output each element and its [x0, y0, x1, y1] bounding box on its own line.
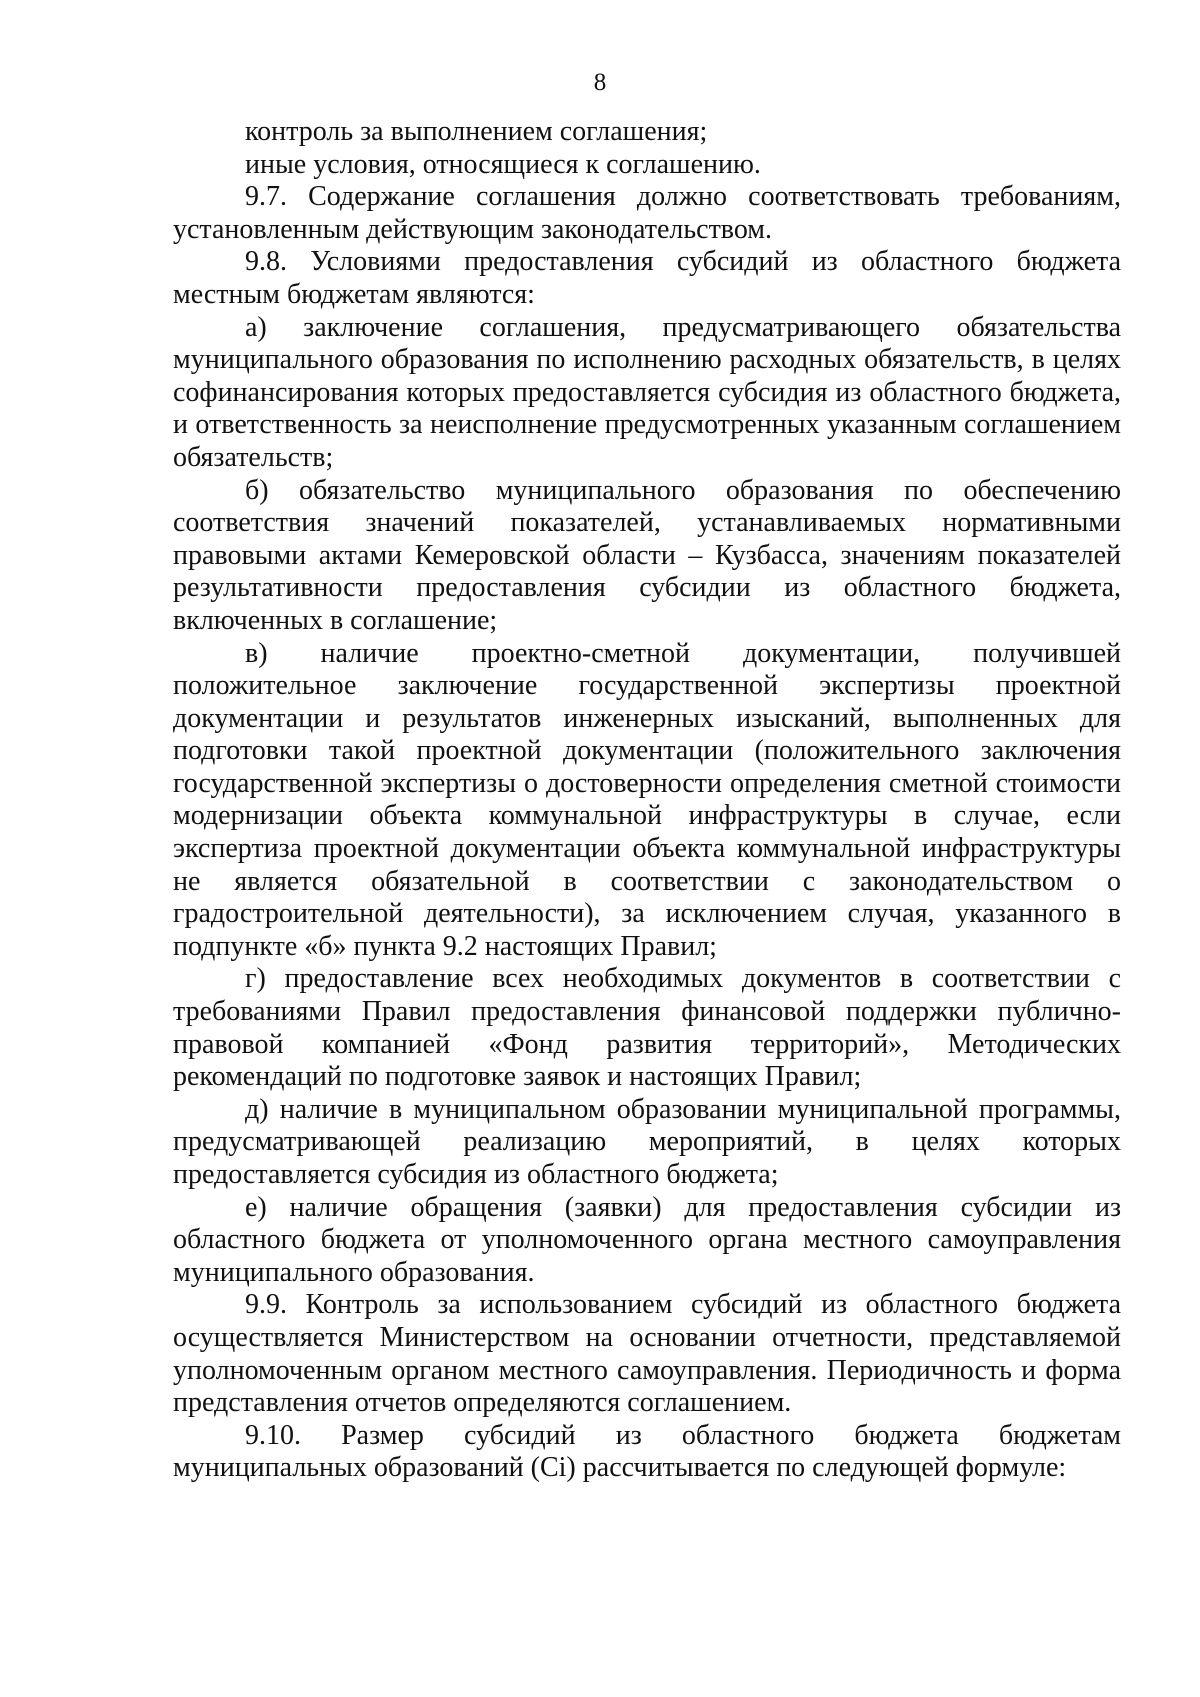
paragraph-9-8-v: в) наличие проектно-сметной документации, получившей положительное заключение государственной экспертизы проектной документации и результатов инженерных изысканий, выполненных для подготовки такой проектной документации (положительного заключения государственной экспертизы о достоверности определения сметной стоимости модернизации объекта коммунальной инфраструктуры в случае, если экспертиза проектной документации объекта коммунальной инфраструктуры не является обязательной в соответствии с законодательством о градостроительной деятельности), за исключением случая, указанного в подпункте «б» пункта 9.2 настоящих Правил; [173, 637, 1121, 962]
paragraph-9-8: 9.8. Условиями предоставления субсидий из областного бюджета местным бюджетам являются: [173, 246, 1121, 310]
paragraph-9-9: 9.9. Контроль за использованием субсидий из областного бюджета осуществляется Министерством на основании отчетности, представляемой уполномоченным органом местного самоуправления. Периодичность и форма представления отчетов определяются соглашением. [173, 1289, 1121, 1419]
paragraph-9-8-b: б) обязательство муниципального образования по обеспечению соответствия значений показателей, устанавливаемых нормативными правовыми актами Кемеровской области – Кузбасса, значениям показателей результативности предоставления субсидии из областного бюджета, включенных в соглашение; [173, 474, 1121, 636]
paragraph-9-8-a: а) заключение соглашения, предусматривающего обязательства муниципального образования по исполнению расходных обязательств, в целях софинансирования которых предоставляется субсидия из областного бюджета, и ответственность за неисполнение предусмотренных указанным соглашением обязательств; [173, 311, 1121, 473]
paragraph-9-8-d: д) наличие в муниципальном образовании муниципальной программы, предусматривающей реализацию мероприятий, в целях которых предоставляется субсидия из областного бюджета; [173, 1093, 1121, 1190]
paragraph-agreement-control: контроль за выполнением соглашения; [245, 116, 708, 147]
paragraph-9-7: 9.7. Содержание соглашения должно соответствовать требованиям, установленным действующим законодательством. [173, 181, 1121, 245]
paragraph-9-8-e: е) наличие обращения (заявки) для предоставления субсидии из областного бюджета от уполномоченного органа местного самоуправления муниципального образования. [173, 1191, 1121, 1288]
paragraph-9-8-g: г) предоставление всех необходимых документов в соответствии с требованиями Правил предоставления финансовой поддержки публично-правовой компанией «Фонд развития территорий», Методических рекомендаций по подготовке заявок и настоящих Правил; [173, 963, 1121, 1093]
paragraph-9-10: 9.10. Размер субсидий из областного бюджета бюджетам муниципальных образований (Ci) рассчитывается по следующей формуле: [173, 1419, 1121, 1484]
document-body [173, 116, 1121, 1485]
page-number: 8 [593, 69, 607, 96]
paragraph-other-conditions: иные условия, относящиеся к соглашению. [245, 148, 761, 180]
